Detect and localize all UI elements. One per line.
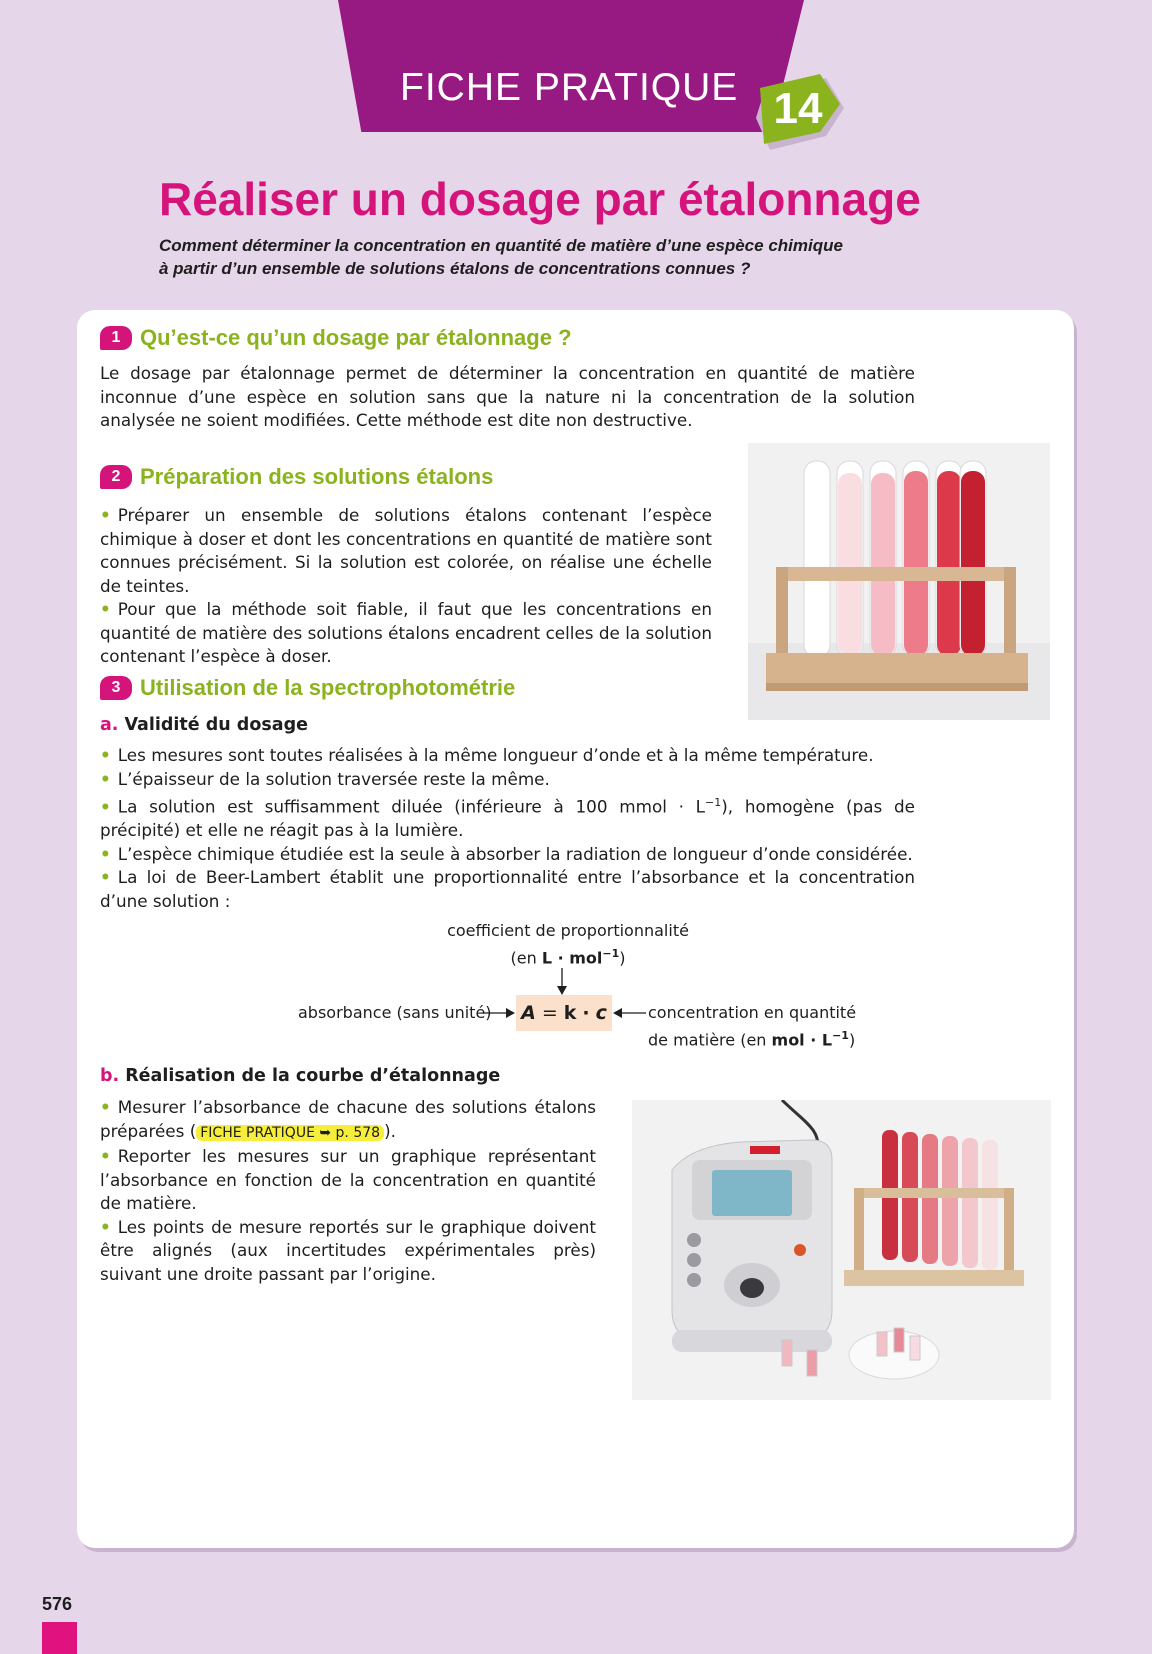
concentration-label: concentration en quantité de matière (en mol · $L^{-1}$) [648, 1003, 857, 1050]
tube-2 [837, 461, 863, 657]
tube-1 [804, 461, 830, 657]
subsection-b-heading [100, 1066, 500, 1086]
list-item: • Les mesures sont toutes réalisées à la même longueur d’onde et à la même température. [100, 745, 874, 765]
subsection-a-title: Validité du dosage [124, 715, 308, 735]
tube-3 [870, 461, 896, 657]
tube-5 [936, 461, 962, 657]
subtitle-line-2: à partir d’un ensemble de solutions étalons de concentrations connues ? [159, 259, 751, 278]
list-item: • Mesurer l’absorbance de chacune des solutions étalons préparées ( FICHE PRATIQUE ➥ p. 578 ). [100, 1097, 596, 1141]
arrow-down [555, 968, 569, 998]
list-item: • L’espèce chimique étudiée est la seule à absorber la radiation de longueur d’onde considérée. [100, 843, 913, 864]
section-2-bullets [100, 504, 712, 669]
coefficient-unit: (en L · mol$^{-1}$) [510, 947, 626, 968]
page-title: Réaliser un dosage par étalonnage [159, 173, 921, 225]
subsection-b-title: Réalisation de la courbe d’étalonnage [125, 1066, 501, 1086]
coefficient-label: coefficient de proportionnalité (en L · mol$^{-1}$) [430, 919, 706, 969]
subsection-a-bullets [100, 744, 915, 913]
section-2-number: 2 [100, 465, 132, 489]
device-logo [750, 1146, 780, 1154]
list-item: • L’épaisseur de la solution traversée reste la même. [100, 768, 550, 789]
concentration-unit: de matière (en mol · $L^{-1}$) [648, 1029, 856, 1050]
subsection-a-letter: a. [100, 715, 119, 735]
beer-lambert-formula: A = k · c [516, 995, 612, 1031]
section-1-number: 1 [100, 326, 132, 350]
rack-top [776, 567, 1016, 581]
banner-label: FICHE PRATIQUE [400, 66, 739, 109]
list-item: • La solution est suffisamment diluée (inférieure à 100 mmol · $L^{-1}$), homogène (pas de précipité) et elle ne réagit pas à la lumière. [100, 796, 915, 841]
test-tubes-photo [748, 443, 1050, 720]
section-1-paragraph: Le dosage par étalonnage permet de déterminer la concentration en quantité de matière inconnue d’une espèce en solution sans que la nature ni la concentration de la solution analysée ne soient modifiées. Cette méthode est dite non destructive. [100, 363, 915, 430]
list-item: • Pour que la méthode soit fiable, il faut que les concentrations en quantité de matière des solutions étalons encadrent celles de la solution contenant l’espèce à doser. [100, 599, 712, 666]
subsection-b-bullets [100, 1096, 596, 1286]
tube-6 [960, 461, 986, 657]
section-2-title: Préparation des solutions étalons [140, 464, 494, 489]
list-item: • Les points de mesure reportés sur le graphique doivent être alignés (aux incertitudes expérimentales près) suivant une droite passant par l’origine. [100, 1216, 596, 1284]
arrow-left [612, 1006, 646, 1020]
arrow-right [482, 1006, 516, 1020]
section-3-heading [100, 675, 515, 701]
section-3-title: Utilisation de la spectrophotométrie [140, 675, 516, 700]
page-subtitle [159, 234, 919, 280]
subsection-a-heading [100, 715, 308, 735]
subtitle-line-1: Comment déterminer la concentration en quantité de matière d’une espèce chimique [159, 236, 843, 255]
page-tab-marker [42, 1622, 77, 1654]
spectrophotometer-photo [632, 1100, 1051, 1400]
section-1-text [100, 362, 915, 433]
tube-4 [903, 461, 929, 657]
list-item: • La loi de Beer-Lambert établit une proportionnalité entre l’absorbance et la concentration d’une solution : [100, 867, 915, 911]
list-item: • Reporter les mesures sur un graphique représentant l’absorbance en fonction de la concentration en quantité de matière. [100, 1146, 596, 1213]
section-1-title: Qu’est-ce qu’un dosage par étalonnage ? [140, 325, 572, 350]
badge-number: 14 [773, 84, 823, 133]
section-1-heading [100, 325, 572, 351]
section-2-heading [100, 464, 493, 490]
absorbance-label: absorbance (sans unité) [298, 1003, 492, 1022]
list-item: • Préparer un ensemble de solutions étalons contenant l’espèce chimique à doser et dont les concentrations en quantité de matière sont connues précisément. Si la solution est colorée, on réalise une échelle de teintes. [100, 505, 712, 596]
spectrophotometer [672, 1140, 832, 1352]
fiche-pratique-link[interactable]: FICHE PRATIQUE ➥ p. 578 [196, 1125, 384, 1141]
subsection-b-letter: b. [100, 1066, 120, 1086]
device-screen [712, 1170, 792, 1216]
section-3-number: 3 [100, 676, 132, 700]
page-number: 576 [42, 1594, 73, 1614]
